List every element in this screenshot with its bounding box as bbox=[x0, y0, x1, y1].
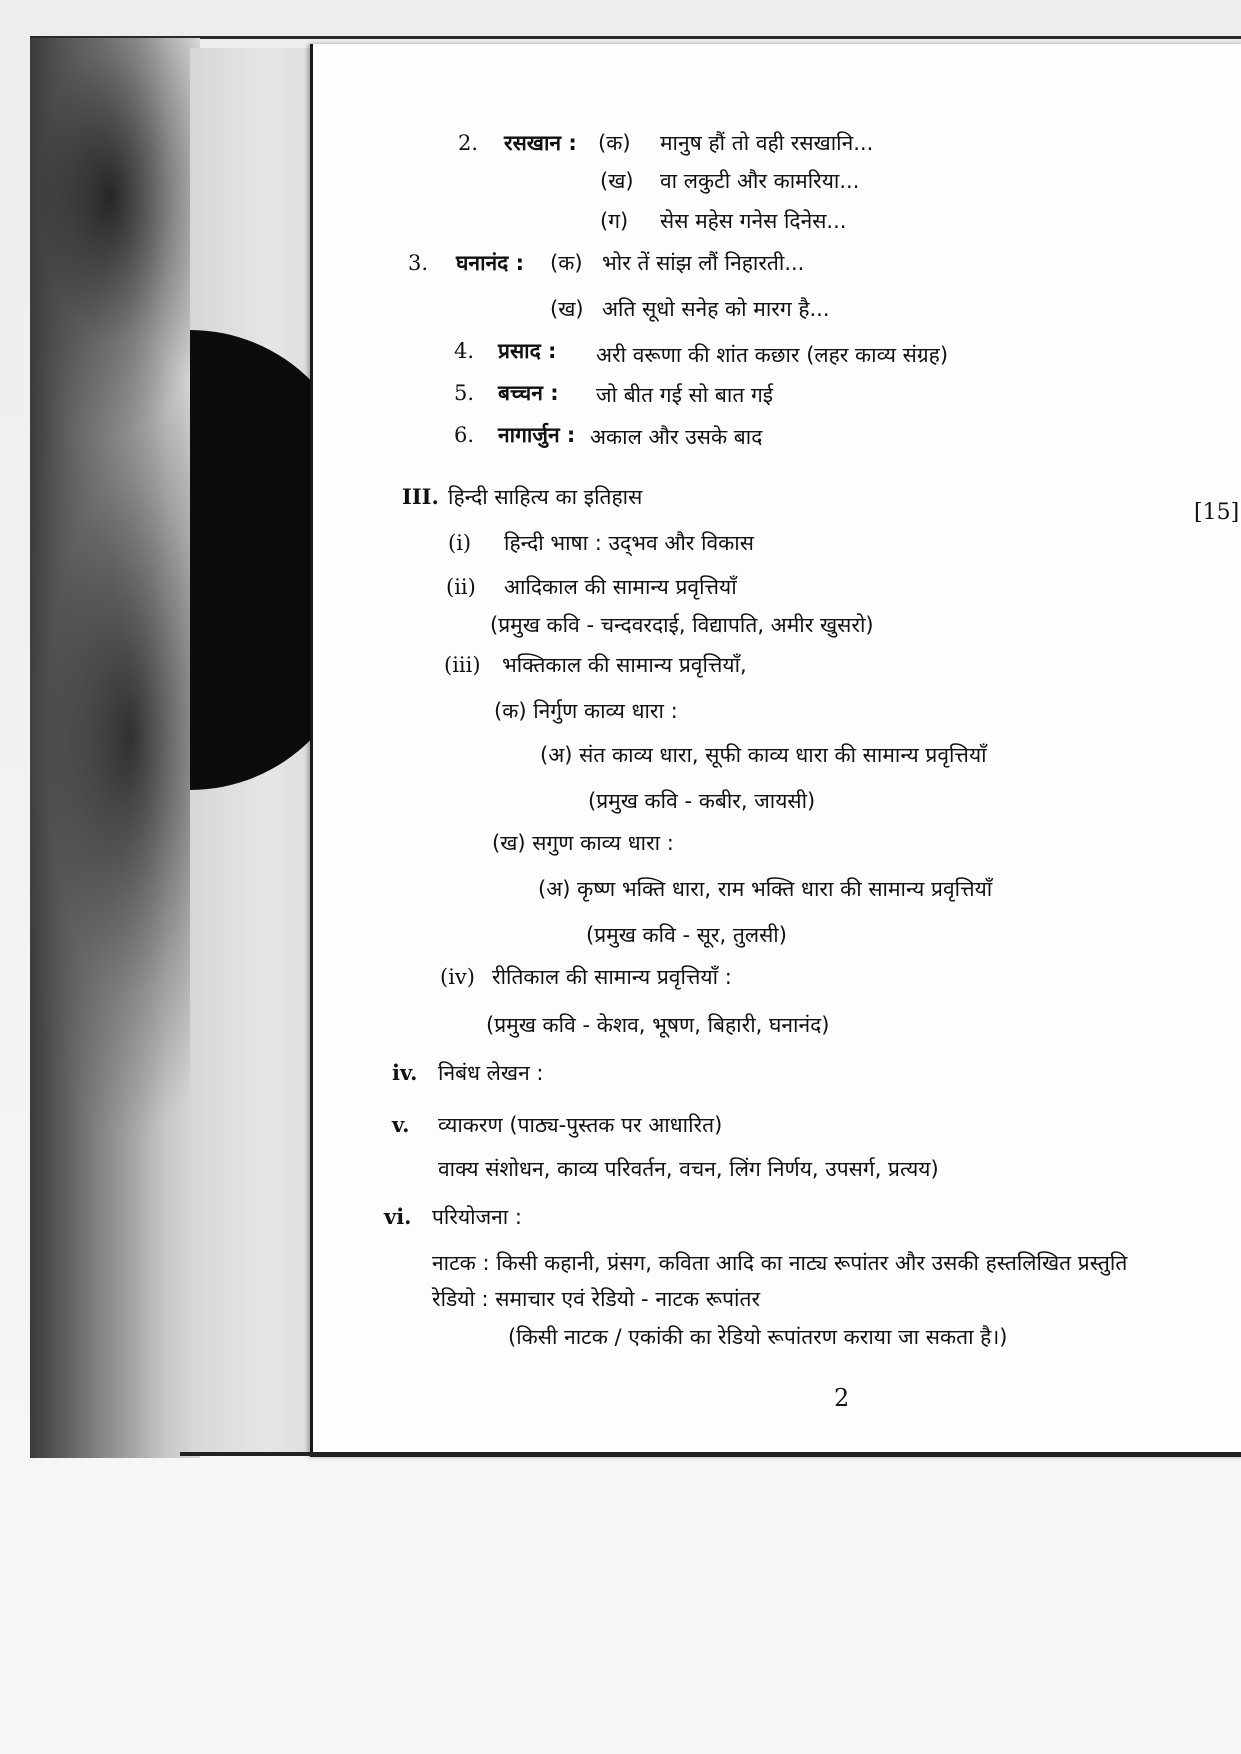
poem-title: अकाल और उसके बाद bbox=[590, 425, 763, 449]
stream-text: (अ) कृष्ण भक्ति धारा, राम भक्ति धारा की सामान्य प्रवृत्तियाँ bbox=[538, 877, 993, 901]
topic-text: भक्तिकाल की सामान्य प्रवृत्तियाँ, bbox=[502, 653, 747, 677]
poem-title: सेस महेस गनेस दिनेस... bbox=[660, 209, 847, 233]
poet-name: बच्चन : bbox=[498, 381, 559, 405]
section-title: परियोजना : bbox=[432, 1205, 523, 1229]
project-radio: रेडियो : समाचार एवं रेडियो - नाटक रूपांतर bbox=[432, 1287, 761, 1311]
poet-name: प्रसाद : bbox=[498, 339, 557, 363]
item-number: 4. bbox=[454, 339, 475, 363]
item-number: 2. bbox=[458, 131, 479, 155]
sub-mark: (iii) bbox=[444, 653, 481, 677]
poem-title: भोर तें सांझ लौं निहारती... bbox=[602, 251, 805, 275]
topic-text: आदिकाल की सामान्य प्रवृत्तियाँ bbox=[504, 575, 737, 599]
poet-name: रसखान : bbox=[504, 131, 577, 155]
section-title: हिन्दी साहित्य का इतिहास bbox=[448, 485, 643, 509]
project-natak: नाटक : किसी कहानी, प्रंसग, कविता आदि का नाट्य रूपांतर और उसकी हस्तलिखित प्रस्तुति bbox=[432, 1251, 1128, 1275]
sub-mark: (ख) bbox=[600, 169, 634, 193]
sub-mark: (iv) bbox=[440, 965, 475, 989]
item-number: 5. bbox=[454, 381, 475, 405]
project-note: (किसी नाटक / एकांकी का रेडियो रूपांतरण कराया जा सकता है।) bbox=[508, 1325, 1008, 1349]
poet-name: नागार्जुन : bbox=[498, 423, 576, 447]
poem-title: जो बीत गई सो बात गई bbox=[596, 383, 774, 407]
stream-heading: (ख) सगुण काव्य धारा : bbox=[492, 831, 674, 855]
poet-name: घनानंद : bbox=[456, 251, 525, 275]
section-number: III. bbox=[402, 484, 439, 509]
page-number: 2 bbox=[834, 1384, 850, 1412]
poem-title: अति सूधो सनेह को मारग है... bbox=[602, 297, 830, 321]
poem-title: मानुष हौं तो वही रसखानि... bbox=[660, 131, 874, 155]
sub-mark: (ख) bbox=[550, 297, 584, 321]
poem-title: अरी वरूणा की शांत कछार (लहर काव्य संग्रह) bbox=[596, 343, 949, 367]
sub-mark: (ii) bbox=[446, 575, 476, 599]
section-title: निबंध लेखन : bbox=[438, 1061, 544, 1085]
sub-mark: (i) bbox=[448, 531, 472, 555]
section-number: iv. bbox=[392, 1060, 418, 1085]
poets-list: (प्रमुख कवि - सूर, तुलसी) bbox=[586, 923, 787, 947]
poem-title: वा लकुटी और कामरिया... bbox=[660, 169, 860, 193]
scan-shadow bbox=[30, 38, 200, 1458]
stream-text: (अ) संत काव्य धारा, सूफी काव्य धारा की सामान्य प्रवृत्तियाँ bbox=[540, 743, 987, 767]
sub-mark: (क) bbox=[550, 251, 583, 275]
book-bottom-edge bbox=[180, 1452, 1241, 1456]
stream-heading: (क) निर्गुण काव्य धारा : bbox=[494, 699, 678, 723]
topic-text: हिन्दी भाषा : उद्‌भव और विकास bbox=[504, 531, 754, 555]
sub-mark: (ग) bbox=[600, 209, 629, 233]
poets-list: (प्रमुख कवि - केशव, भूषण, बिहारी, घनानंद) bbox=[486, 1013, 830, 1037]
section-number: vi. bbox=[384, 1204, 412, 1229]
section-number: v. bbox=[392, 1112, 410, 1137]
item-number: 6. bbox=[454, 423, 475, 447]
poets-list: (प्रमुख कवि - कबीर, जायसी) bbox=[588, 789, 816, 813]
section-title: व्याकरण (पाठ्य-पुस्तक पर आधारित) bbox=[438, 1113, 723, 1137]
section-body: वाक्य संशोधन, काव्य परिवर्तन, वचन, लिंग निर्णय, उपसर्ग, प्रत्यय) bbox=[438, 1157, 939, 1181]
sub-mark: (क) bbox=[598, 131, 631, 155]
marks-label: [15] bbox=[1194, 500, 1240, 525]
topic-text: रीतिकाल की सामान्य प्रवृत्तियाँ : bbox=[492, 965, 732, 989]
poets-list: (प्रमुख कवि - चन्दवरदाई, विद्यापति, अमीर खुसरो) bbox=[490, 613, 874, 637]
item-number: 3. bbox=[408, 251, 429, 275]
book-top-edge bbox=[30, 36, 1241, 39]
